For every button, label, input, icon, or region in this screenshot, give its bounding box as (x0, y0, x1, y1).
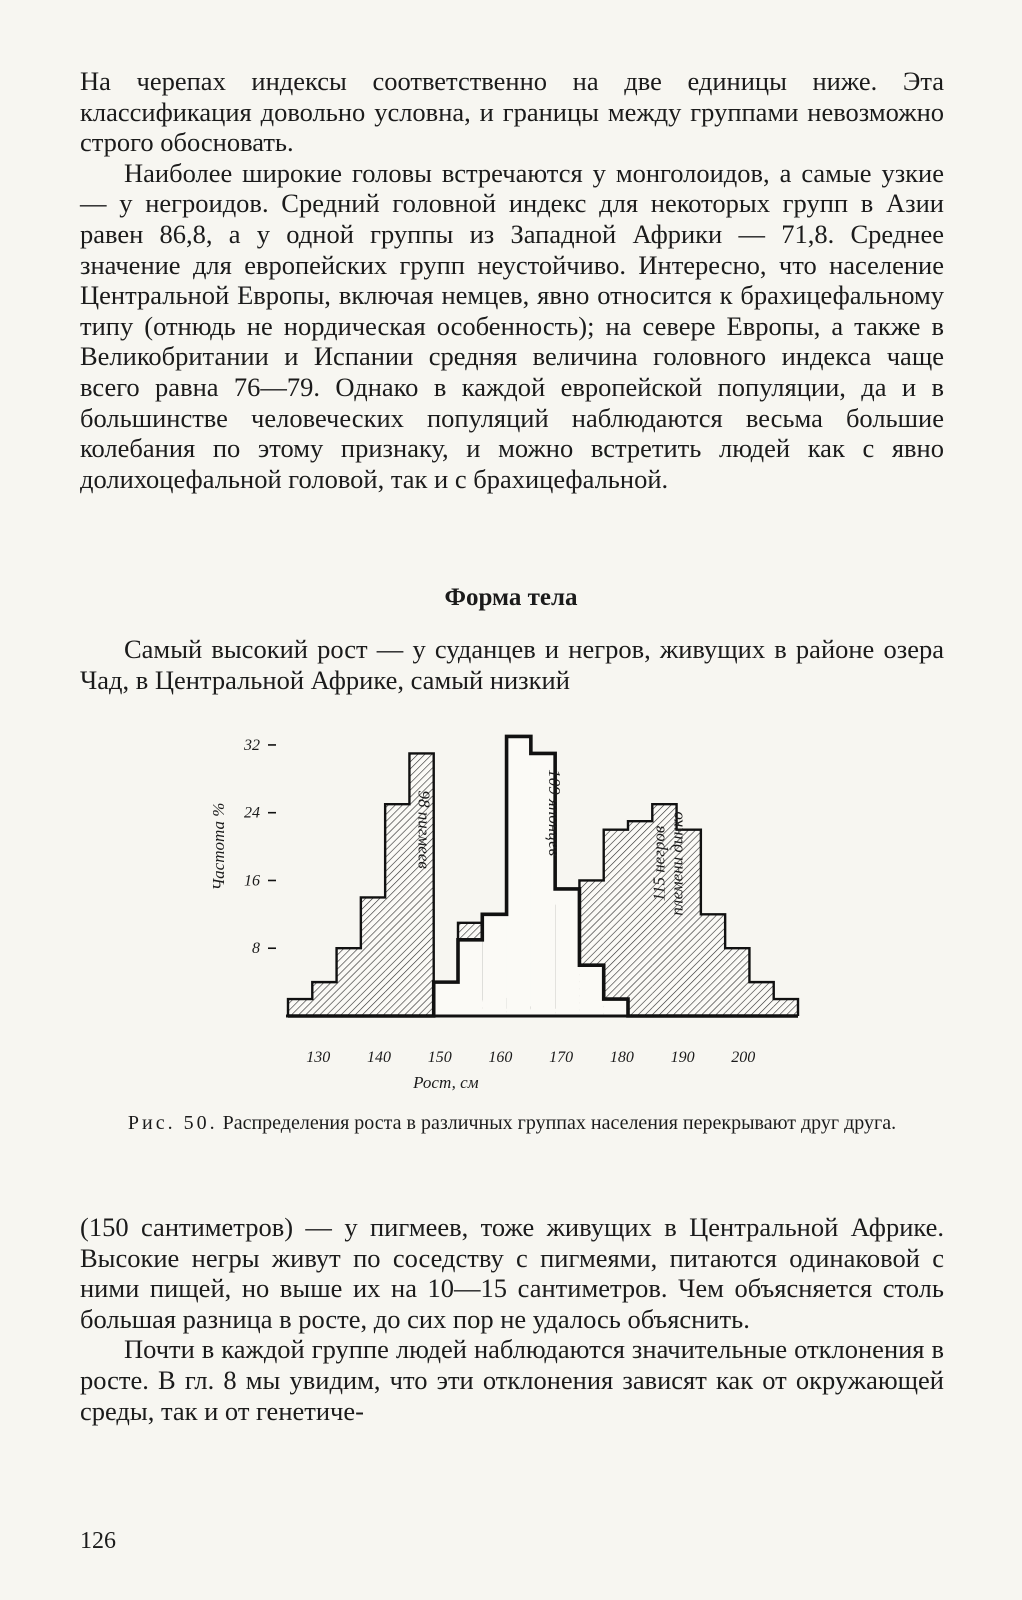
paragraph: (150 сантиметров) — у пигмеев, тоже живущих в Центральной Африке. Высокие негры живут по соседству с пигмеями, питаются одинаковой с ними пищей, но выше их на 10—15 сантиметров. Чем объясняется столь большая разница в росте, до сих пор не удалось объяснить. (80, 1212, 944, 1334)
section-heading: Форма тела (444, 584, 578, 611)
histogram-bar (604, 830, 628, 1016)
x-tick-label: 160 (488, 1049, 513, 1066)
histogram-bar (507, 736, 531, 1016)
paragraph: Наиболее широкие головы встречаются у монголоидов, а самые узкие — у негроидов. Средний головной индекс для некоторых групп в Азии равен 86,8, а у одной группы из Западной Африки — 71,8. Среднее значение для европейских групп неустойчиво. Интересно, что население Центральной Европы, включая немцев, явно относится к брахицефальному типу (отнюдь не нордическая особенность); на севере Европы, а также в Великобритании и Испании средняя величина головного индекса чаще всего равна 76—79. Однако в каждой европейской популяции, да и в большинстве человеческих популяций наблюдаются весьма большие колебания по этому признаку, и можно встретить людей как с явно долихоцефальной головой, так и с брахицефальной. (80, 157, 944, 494)
page-number: 126 (80, 1528, 116, 1554)
histogram-bar (555, 889, 579, 1016)
x-tick-label: 180 (609, 1049, 634, 1066)
y-axis-label: Частота % (209, 802, 228, 891)
histogram-bar (288, 999, 312, 1016)
bottom-text-block (80, 1212, 944, 1426)
paragraph: Почти в каждой группе людей наблюдаются значительные отклонения в росте. В гл. 8 мы увидим, что эти отклонения зависят как от окружающей среды, так и от генетиче- (80, 1334, 944, 1426)
top-text-block (80, 66, 944, 494)
histogram-bar (337, 948, 361, 1016)
x-tick-label: 150 (427, 1049, 452, 1066)
x-tick-label: 130 (306, 1049, 331, 1066)
histogram-bar (701, 914, 725, 1016)
y-tick-label: 24 (244, 804, 260, 822)
paragraph: На черепах индексы соответственно на две единицы ниже. Эта классификация довольно условна, и границы между группами невозможно строго обосновать. (80, 66, 944, 158)
y-tick-label: 32 (244, 736, 260, 754)
x-tick-label: 190 (670, 1049, 695, 1066)
caption-text: Распределения роста в различных группах населения перекрывают друг друга. (222, 1112, 897, 1134)
x-axis-label: Рост, см (413, 1073, 479, 1092)
histogram-bar (749, 982, 773, 1016)
series-label: 109 японцев (545, 769, 565, 857)
histogram-bar (458, 940, 482, 1016)
y-tick-label: 16 (244, 872, 260, 890)
histogram-bar (312, 982, 336, 1016)
histogram-bar (361, 897, 385, 1016)
y-tick-label: 8 (252, 940, 260, 958)
height-distribution-figure (190, 720, 830, 1100)
figure-reference: Рис. 50. (127, 1112, 218, 1134)
figure-caption (80, 1110, 944, 1136)
series-label: 98 пигмеев (414, 790, 434, 869)
mid-text-block (80, 634, 944, 695)
paragraph: Самый высокий рост — у суданцев и негров, живущих в районе озера Чад, в Центральной Африке, самый низкий (80, 634, 944, 695)
histogram-bar (385, 804, 409, 1016)
x-tick-label: 200 (731, 1049, 756, 1066)
histogram-bar (482, 914, 506, 1016)
histogram-bar (434, 982, 458, 1016)
histogram-bar (579, 965, 603, 1016)
histogram-bar (604, 999, 628, 1016)
histogram-bar (774, 999, 798, 1016)
series-label (649, 811, 686, 915)
series-label-line: 115 негров (649, 825, 669, 902)
x-tick-label: 140 (367, 1049, 391, 1066)
histogram-bar (725, 948, 749, 1016)
x-tick-label: 170 (549, 1049, 574, 1066)
series-label-line: племени динко (667, 811, 687, 916)
height-distribution-chart (190, 720, 830, 1100)
